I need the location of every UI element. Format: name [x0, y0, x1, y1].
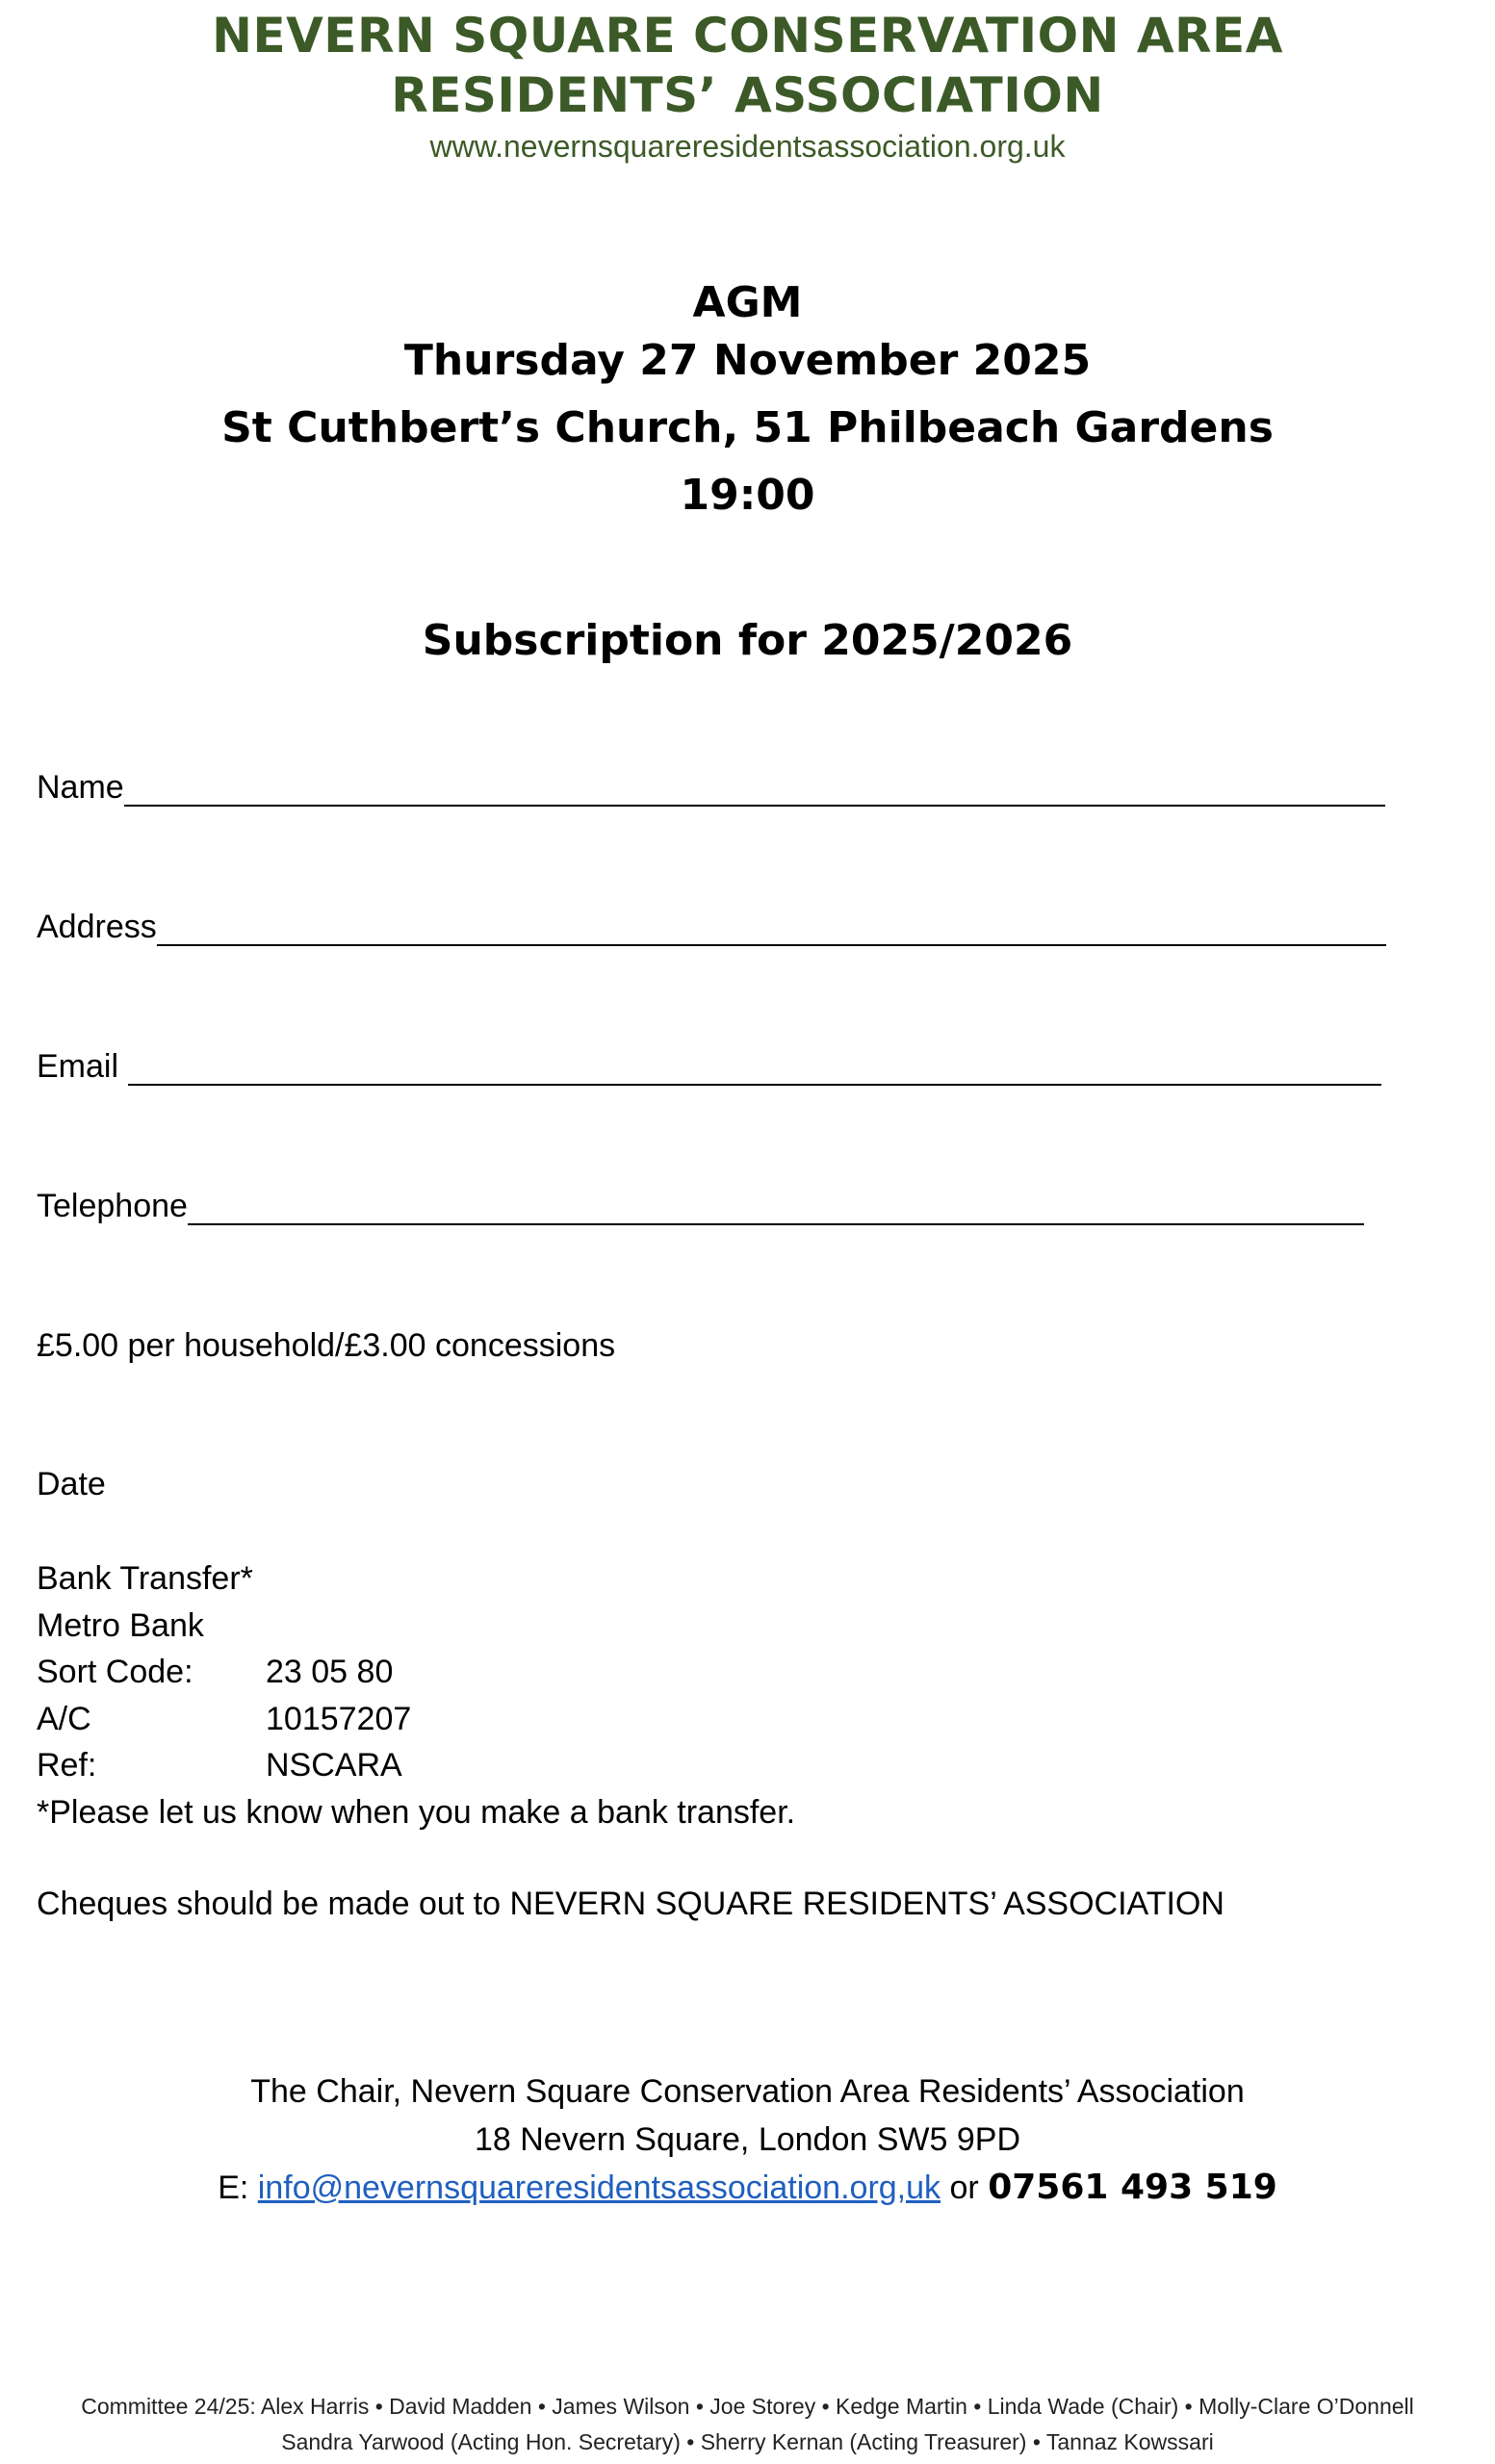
contact-block — [0, 2067, 1495, 2212]
account-label: A/C — [37, 1700, 91, 1737]
address-label: Address — [37, 909, 157, 945]
meeting-title: AGM — [692, 278, 803, 327]
email-link[interactable]: info@nevernsquareresidentsassociation.org,uk — [257, 2169, 941, 2206]
meeting-details — [0, 275, 1495, 535]
account-row — [37, 1696, 795, 1743]
contact-line-3 — [0, 2164, 1495, 2212]
address-field[interactable] — [37, 900, 1404, 946]
date-label: Date — [37, 1466, 106, 1502]
email-field[interactable] — [37, 1040, 1404, 1086]
org-name-line-2: RESIDENTS’ ASSOCIATION — [391, 67, 1104, 123]
meeting-venue: St Cuthbert’s Church, 51 Philbeach Gardens — [221, 403, 1274, 452]
meeting-date: Thursday 27 November 2025 — [403, 336, 1092, 385]
sort-code-value: 23 05 80 — [266, 1654, 394, 1690]
phone-number: 07561 493 519 — [988, 2168, 1277, 2207]
bank-name: Metro Bank — [37, 1606, 204, 1644]
name-field[interactable] — [37, 760, 1404, 807]
email-prefix: E: — [218, 2169, 249, 2206]
account-value: 10157207 — [266, 1700, 412, 1737]
reference-label: Ref: — [37, 1747, 97, 1784]
or-text: or — [949, 2169, 979, 2206]
reference-value: NSCARA — [266, 1747, 402, 1784]
name-label: Name — [37, 769, 124, 806]
name-blank-line[interactable] — [124, 770, 1385, 807]
telephone-blank-line[interactable] — [188, 1189, 1364, 1225]
website-url: www.nevernsquareresidentsassociation.org.uk — [429, 129, 1066, 164]
subscription-form — [37, 760, 1404, 1319]
contact-line-1: The Chair, Nevern Square Conservation Area Residents’ Association — [250, 2073, 1245, 2110]
fee-text: £5.00 per household/£3.00 concessions — [37, 1327, 616, 1364]
reference-row — [37, 1742, 795, 1789]
address-blank-line[interactable] — [157, 910, 1386, 946]
sort-code-label: Sort Code: — [37, 1654, 193, 1690]
committee-footer — [0, 2389, 1495, 2460]
letterhead — [0, 0, 1495, 166]
meeting-time: 19:00 — [680, 471, 815, 520]
sort-code-row — [37, 1649, 795, 1696]
org-name-line-1: NEVERN SQUARE CONSERVATION AREA — [212, 8, 1283, 64]
subscription-heading: Subscription for 2025/2026 — [422, 616, 1073, 665]
committee-line-1: Committee 24/25: Alex Harris • David Madden • James Wilson • Joe Storey • Kedge Martin • Linda Wade (Chair) • Molly-Clare O’Donnell — [81, 2394, 1414, 2419]
telephone-label: Telephone — [37, 1188, 188, 1224]
email-label: Email — [37, 1048, 119, 1085]
committee-line-2: Sandra Yarwood (Acting Hon. Secretary) • Sherry Kernan (Acting Treasurer) • Tannaz Kowssari — [281, 2429, 1214, 2454]
bank-transfer-note: *Please let us know when you make a bank transfer. — [37, 1793, 796, 1831]
contact-address: 18 Nevern Square, London SW5 9PD — [474, 2121, 1020, 2158]
bank-transfer-details — [37, 1555, 795, 1835]
cheques-instruction: Cheques should be made out to NEVERN SQUARE RESIDENTS’ ASSOCIATION — [37, 1886, 1224, 1922]
telephone-field[interactable] — [37, 1179, 1404, 1225]
bank-transfer-heading: Bank Transfer* — [37, 1560, 253, 1597]
email-blank-line[interactable] — [128, 1049, 1381, 1086]
